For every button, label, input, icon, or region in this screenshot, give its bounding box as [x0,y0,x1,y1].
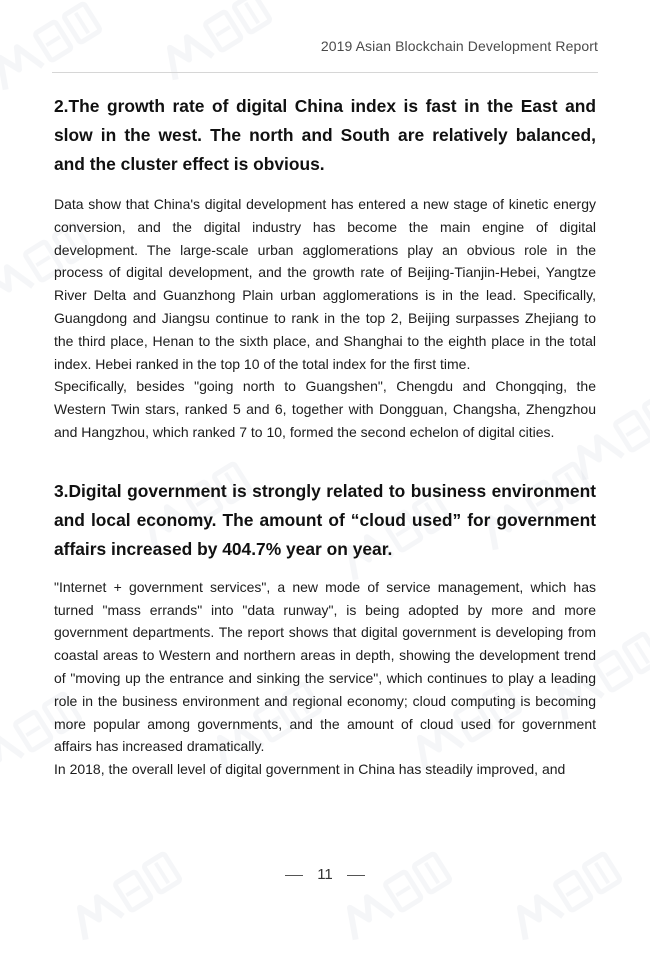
paragraph: Specifically, besides "going north to Guangshen", Chengdu and Chongqing, the Western Twin stars, ranked 5 and 6, together with Dongguan, Changsha, Zhengzhou and Hangzhou, which ranked 7 to 10, formed the second echelon of digital cities. [54,378,596,440]
page-footer [0,866,650,883]
paragraph: In 2018, the overall level of digital government in China has steadily improved, and [54,761,566,778]
page-number: 11 [317,866,333,883]
header-divider [52,72,598,73]
section-heading-2: 2.The growth rate of digital China index is fast in the East and slow in the west. The north and South are relatively balanced, and the cluster effect is obvious. [54,96,596,174]
paragraph: Data show that China's digital development has entered a new stage of kinetic energy conversion, and the digital industry has become the main engine of digital development. The large-scale urban agglomerations play an obvious role in the process of digital development, and the growth rate of Beijing-Tianjin-Hebei, Yangtze River Delta and Guanzhong Plain urban agglomerations is in the lead. Specifically, Guangdong and Jiangsu continue to rank in the top 2, Beijing surpasses Zhejiang to the third place, Henan to the sixth place, and Shanghai to the eighth place in the total index. Hebei ranked in the top 10 of the total index for the first time. [54,196,596,372]
section-heading-3: 3.Digital government is strongly related to business environment and local economy. The amount of “cloud used” for government affairs increased by 404.7% year on year. [54,480,596,559]
paragraph: "Internet + government services", a new mode of service management, which has turned "mass errands" into "data runway", is being adopted by more and more government departments. The report shows that digital government is developing from coastal areas to Western and northern areas in depth, showing the development trend of "moving up the entrance and sinking the service", which continues to play a leading role in the business environment and regional economy; cloud computing is becoming more popular among governments, and the amount of cloud used for government affairs has increased dramatically. [54,578,596,755]
page-content [54,92,596,781]
footer-dash-right [347,875,365,876]
footer-dash-left [285,875,303,876]
running-header: 2019 Asian Blockchain Development Report [320,38,598,54]
